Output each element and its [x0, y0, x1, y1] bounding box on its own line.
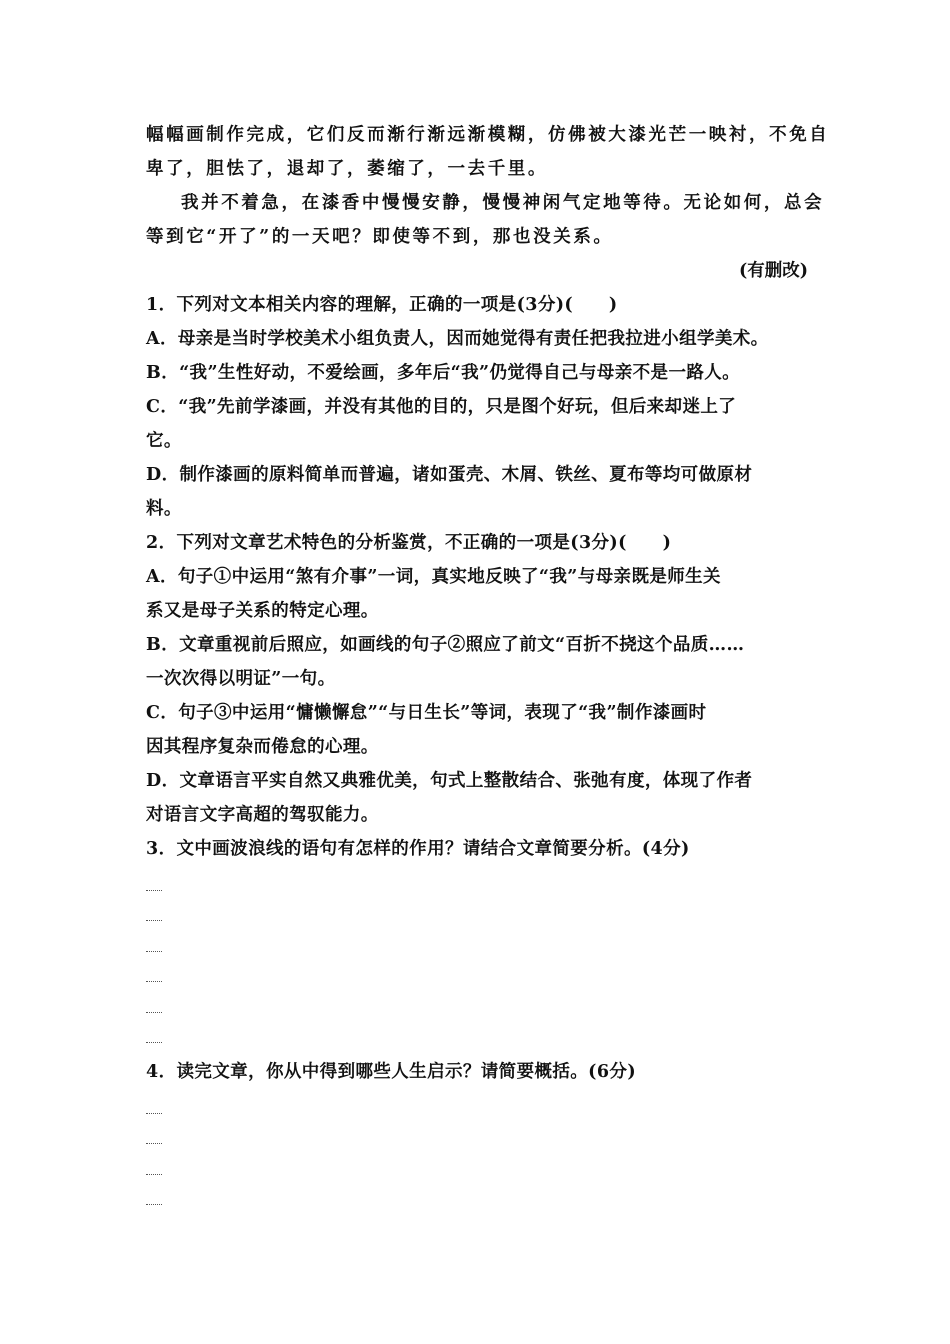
source-note: (有删改) [738, 261, 808, 281]
option-d: D．制作漆画的原料简单而普遍，诸如蛋壳、木屑、铁丝、夏布等均可做原材 [146, 465, 753, 485]
option-b: B．文章重视前后照应，如画线的句子②照应了前文“百折不挠这个品质…… [146, 635, 745, 655]
answer-line[interactable] [146, 1091, 808, 1122]
option-b: B．“我”生性好动，不爱绘画，多年后“我”仍觉得自己与母亲不是一路人。 [146, 363, 741, 383]
question-2 [146, 526, 808, 832]
option-c-cont: 它。 [146, 431, 182, 451]
answer-area[interactable] [146, 1091, 808, 1213]
option-d-cont: 对语言文字高超的驾驭能力。 [146, 805, 379, 825]
option-c: C．“我”先前学漆画，并没有其他的目的，只是图个好玩，但后来却迷上了 [146, 397, 737, 417]
answer-line[interactable] [146, 868, 808, 899]
question-3 [146, 832, 808, 1051]
option-d: D．文章语言平实自然又典雅优美，句式上整散结合、张弛有度，体现了作者 [146, 771, 753, 791]
option-c-cont: 因其程序复杂而倦怠的心理。 [146, 737, 379, 757]
option-a: A．句子①中运用“煞有介事”一词，真实地反映了“我”与母亲既是师生关 [146, 567, 721, 587]
passage [146, 118, 830, 288]
option-b-cont: 一次次得以明证”一句。 [146, 669, 336, 689]
question-stem: 4．读完文章，你从中得到哪些人生启示？请简要概括。(6分) [146, 1062, 637, 1082]
document-page [146, 118, 830, 1217]
answer-area[interactable] [146, 868, 808, 1051]
question-4 [146, 1055, 808, 1213]
answer-line[interactable] [146, 1152, 808, 1183]
option-a-cont: 系又是母子关系的特定心理。 [146, 601, 379, 621]
answer-line[interactable] [146, 990, 808, 1021]
question-stem: 1．下列对文本相关内容的理解，正确的一项是(3分)( ) [146, 295, 618, 315]
passage-line: 卑了，胆怯了，退却了，萎缩了，一去千里。 [146, 159, 548, 179]
question-1 [146, 288, 808, 526]
option-d-cont: 料。 [146, 499, 182, 519]
question-stem: 2．下列对文章艺术特色的分析鉴赏，不正确的一项是(3分)( ) [146, 533, 672, 553]
answer-line[interactable] [146, 929, 808, 960]
answer-line[interactable] [146, 960, 808, 991]
answer-line[interactable] [146, 1183, 808, 1214]
passage-line: 幅幅画制作完成，它们反而渐行渐远渐模糊，仿佛被大漆光芒一映衬，不免自 [146, 125, 830, 145]
passage-line: 我并不着急，在漆香中慢慢安静，慢慢神闲气定地等待。无论如何，总会 [181, 193, 825, 213]
answer-line[interactable] [146, 1122, 808, 1153]
passage-line: 等到它“开了”的一天吧？即使等不到，那也没关系。 [146, 227, 614, 247]
option-a: A．母亲是当时学校美术小组负责人，因而她觉得有责任把我拉进小组学美术。 [146, 329, 769, 349]
question-stem: 3．文中画波浪线的语句有怎样的作用？请结合文章简要分析。(4分) [146, 839, 690, 859]
option-c: C．句子③中运用“慵懒懈怠”“与日生长”等词，表现了“我”制作漆画时 [146, 703, 707, 723]
answer-line[interactable] [146, 1021, 808, 1052]
answer-line[interactable] [146, 899, 808, 930]
